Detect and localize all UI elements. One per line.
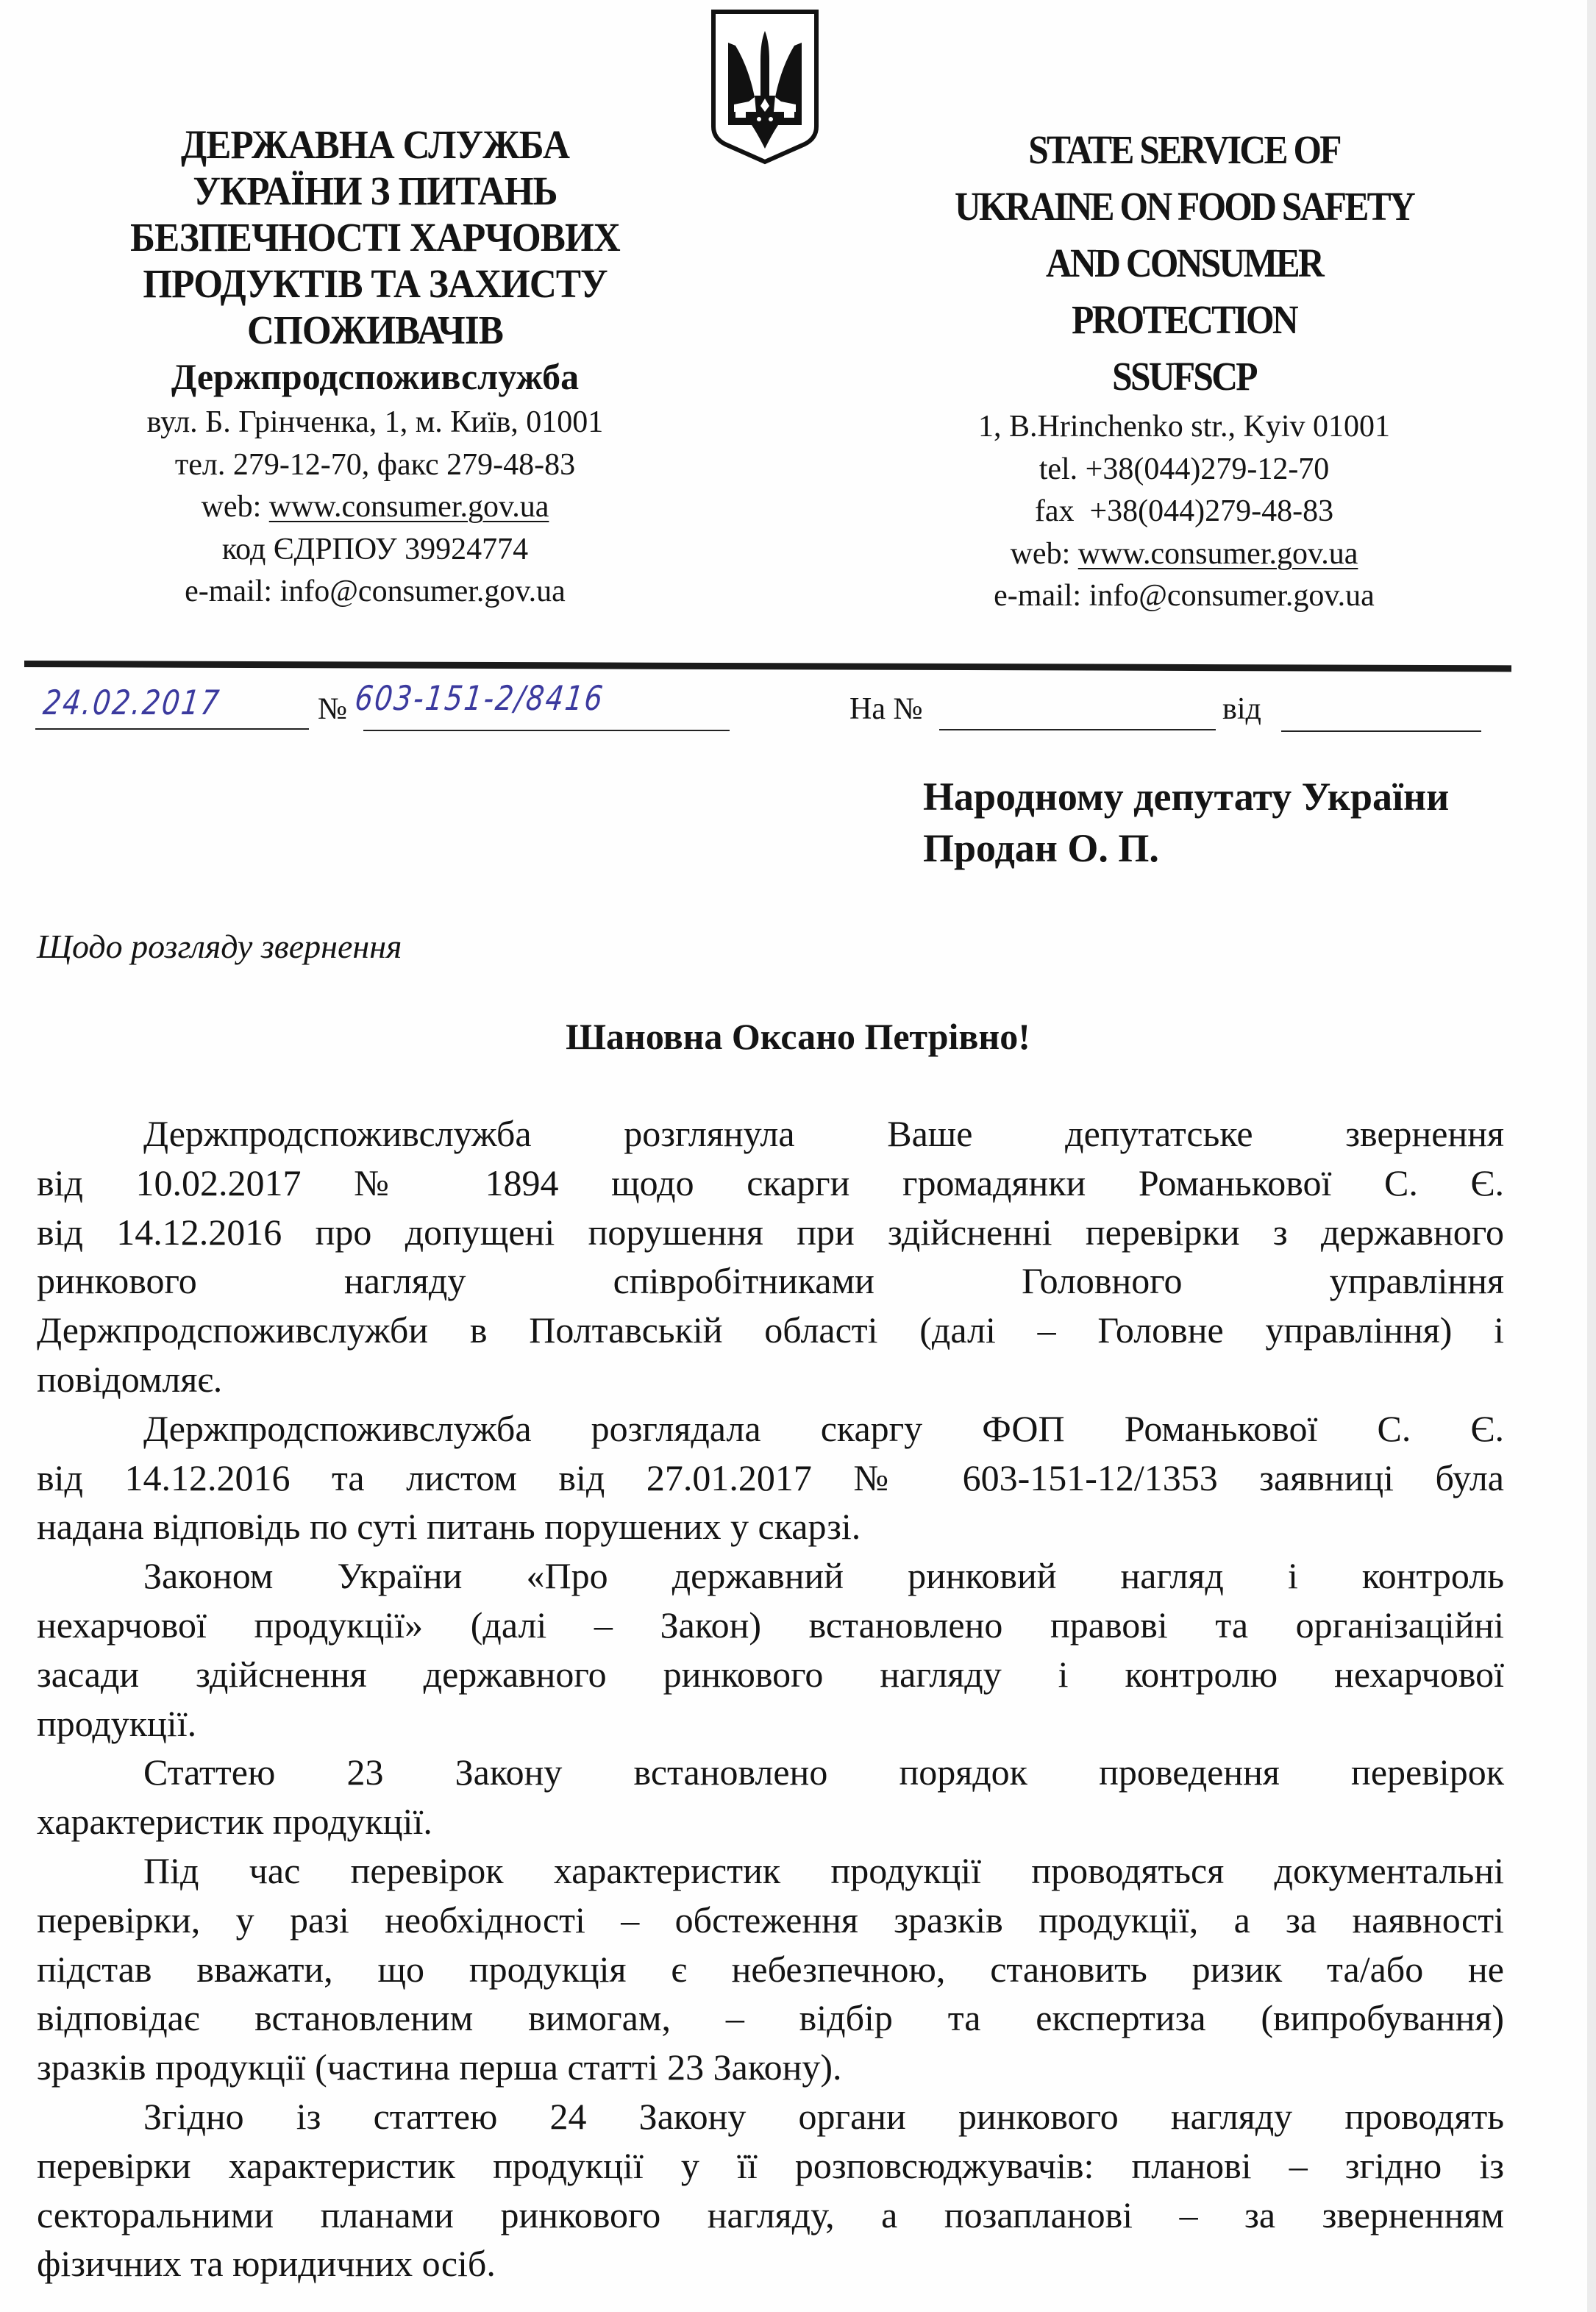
addressee-name: Продан О. П. [923,826,1159,870]
org-name-line: AND CONSUMER [1046,241,1322,285]
body-line: нехарчової продукції» (далі – Закон) встановлено правові та організаційні [37,1604,1504,1646]
reference-row [0,677,1596,736]
body-line: надана відповідь по суті питань порушених у скарзі. [37,1506,861,1548]
body-line: перевірки, у разі необхідності – обстеження зразків продукції, а за наявності [37,1899,1504,1941]
org-web [44,486,706,529]
header-english [853,121,1515,618]
body-paragraph [37,1846,1504,2092]
org-name-line: PROTECTION [1072,297,1297,342]
web-label: web: [1010,536,1078,571]
outgoing-date: 24.02.2017 [41,683,223,722]
body-line: Під час перевірок характеристик продукції проводяться документальні [143,1849,1504,1891]
body-paragraph [37,1748,1504,1846]
body-line: від 10.02.2017 № 1894 щодо скарги громадянки Романькової С. Є. [37,1162,1504,1203]
body-paragraph [37,1551,1504,1748]
org-address: вул. Б. Грінченка, 1, м. Київ, 01001 [146,405,604,439]
header-divider [24,661,1511,672]
subject-line: Щодо розгляду звернення [37,928,402,965]
reply-from-date-label: від [1222,692,1261,726]
scan-edge-strip [1587,0,1596,2312]
outgoing-number: 603-151-2/8416 [353,678,607,718]
body-line: підстав вважати, що продукція є небезпечною, становить ризик та/або не [37,1948,1504,1990]
body-line: ринкового нагляду співробітниками Головного управління [37,1260,1504,1302]
org-phone-fax: тел. 279-12-70, факс 279-48-83 [174,447,576,482]
addressee-title: Народному депутату України [923,775,1450,819]
body-line: Законом України «Про державний ринковий нагляд і контроль [143,1555,1504,1597]
org-name-line: UKRAINE ON FOOD SAFETY [954,184,1414,229]
body-line: перевірки характеристик продукції у її розповсюджувачів: планові – згідно із [37,2144,1504,2186]
body-line: повідомляє. [37,1358,223,1400]
org-email: e-mail: info@consumer.gov.ua [994,579,1375,613]
number-sign: № [318,692,348,726]
org-abbreviation: Держпродспоживслужба [171,356,580,397]
org-name-line: УКРАЇНИ З ПИТАНЬ [193,168,557,213]
body-line: зразків продукції (частина перша статті 23 Закону). [37,2046,842,2088]
salutation: Шановна Оксано Петрівно! [566,1016,1030,1057]
number-underline [363,730,730,731]
body-line: від 14.12.2016 та листом від 27.01.2017 № 603-151-12/1353 заявниці була [37,1456,1504,1498]
body-line: Згідно із статтею 24 Закону органи ринкового нагляду проводять [143,2095,1504,2137]
body-paragraph [37,1404,1504,1551]
org-web [853,533,1515,576]
web-label: web: [201,490,269,524]
body-paragraph [37,1109,1504,1404]
org-fax: fax +38(044)279-48-83 [1034,494,1334,528]
body-line: фізичних та юридичних осіб. [37,2243,496,2285]
org-name-line: СПОЖИВАЧІВ [247,307,503,352]
org-name-line: ПРОДУКТІВ ТА ЗАХИСТУ [143,261,608,306]
body-line: Держпродспоживслужби в Полтавській області (далі – Головне управління) і [37,1309,1504,1351]
body-line: від 14.12.2016 про допущені порушення при здійсненні перевірки з державного [37,1211,1504,1253]
org-abbreviation: SSUFSCP [1112,354,1256,399]
org-phone: tel. +38(044)279-12-70 [1039,452,1330,486]
org-email: e-mail: info@consumer.gov.ua [185,575,566,608]
org-code: код ЄДРПОУ 39924774 [221,532,529,566]
org-name-line: STATE SERVICE OF [1028,127,1340,172]
body-line: Держпродспоживслужба розглянула Ваше депутатське звернення [143,1113,1504,1154]
body-line: Статтею 23 Закону встановлено порядок проведення перевірок [143,1751,1504,1793]
body-line: секторальними планами ринкового нагляду, а позапланові – за зверненням [37,2194,1504,2235]
addressee [923,771,1449,874]
body-line: характеристик продукції. [37,1801,432,1843]
body-line: продукції. [37,1702,197,1744]
date-underline [35,728,309,730]
ukraine-coat-of-arms-icon [710,9,819,165]
org-address: 1, B.Hrinchenko str., Kyiv 01001 [978,410,1390,444]
body-paragraph [37,2092,1504,2288]
body-line: засади здійснення державного ринкового нагляду і контролю нехарчової [37,1653,1504,1695]
org-name-line: ДЕРЖАВНА СЛУЖБА [181,122,569,167]
reply-to-number-label: На № [849,692,923,726]
letter-body [37,1109,1504,2288]
web-link[interactable]: www.consumer.gov.ua [1077,536,1358,571]
body-line: Держпродспоживслужба розглядала скаргу ФОП Романькової С. Є. [143,1407,1504,1449]
org-name-line: БЕЗПЕЧНОСТІ ХАРЧОВИХ [130,215,620,260]
web-link[interactable]: www.consumer.gov.ua [268,490,549,524]
body-line: відповідає встановленим вимогам, – відбір та експертиза (випробування) [37,1997,1504,2039]
header-ukrainian [44,121,706,613]
reply-from-date-field [1281,730,1481,732]
reply-to-number-field [939,729,1216,730]
